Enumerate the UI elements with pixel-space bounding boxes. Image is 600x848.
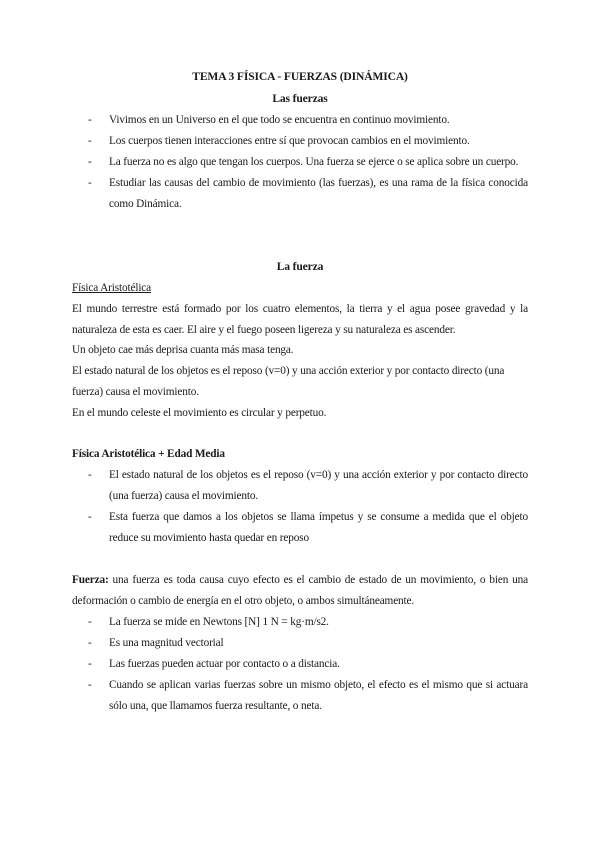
list-item: - Las fuerzas pueden actuar por contacto o a distancia. — [88, 654, 528, 675]
fuerza-definition — [72, 570, 528, 612]
fuerza-properties-list — [88, 612, 528, 717]
las-fuerzas-list — [88, 110, 528, 215]
list-item: - Es una magnitud vectorial — [88, 633, 528, 654]
paragraph: El mundo terrestre está formado por los cuatro elementos, la tierra y el agua posee gravedad y la naturaleza de esta es caer. El aire y el fuego poseen ligereza y su naturaleza es ascender. — [72, 302, 528, 336]
edad-media-list — [88, 465, 528, 549]
list-item: - Esta fuerza que damos a los objetos se llama ímpetus y se consume a medida que el objeto reduce su movimiento hasta quedar en reposo — [88, 507, 528, 549]
list-item: - La fuerza no es algo que tengan los cuerpos. Una fuerza se ejerce o se aplica sobre un cuerpo. — [88, 152, 528, 173]
list-item: - Estudiar las causas del cambio de movimiento (las fuerzas), es una rama de la física conocida como Dinámica. — [88, 173, 528, 215]
paragraph: El estado natural de los objetos es el reposo (v=0) y una acción exterior y por contacto directo (una fuerza) causa el movimiento. — [72, 365, 505, 398]
section-heading-las-fuerzas: Las fuerzas — [272, 92, 328, 105]
definition-term: Fuerza: — [72, 574, 109, 586]
document-title: TEMA 3 FÍSICA - FUERZAS (DINÁMICA) — [192, 70, 408, 83]
list-item: - Los cuerpos tienen interacciones entre sí que provocan cambios en el movimiento. — [88, 131, 528, 152]
list-item: - Cuando se aplican varias fuerzas sobre un mismo objeto, el efecto es el mismo que si actuara sólo una, que llamamos fuerza resultante, o neta. — [88, 675, 528, 717]
list-item: - La fuerza se mide en Newtons [N] 1 N = kg·m/s2. — [88, 612, 528, 633]
section-heading-la-fuerza: La fuerza — [276, 260, 324, 273]
list-item: - Vivimos en un Universo en el que todo se encuentra en continuo movimiento. — [88, 110, 528, 131]
definition-text: una fuerza es toda causa cuyo efecto es el cambio de estado de un movimiento, o bien una deformación o cambio de energía en el otro objeto, o ambos simultáneamente. — [72, 574, 528, 607]
fisica-aristotelica-block — [72, 278, 528, 424]
paragraph: Un objeto cae más deprisa cuanta más masa tenga. — [72, 344, 294, 357]
paragraph: En el mundo celeste el movimiento es circular y perpetuo. — [72, 406, 327, 419]
section-heading-edad-media: Física Aristotélica + Edad Media — [72, 448, 225, 460]
list-item: - El estado natural de los objetos es el reposo (v=0) y una acción exterior y por contacto directo (una fuerza) causa el movimiento. — [88, 465, 528, 507]
subheading-fisica-aristotelica: Física Aristotélica — [72, 282, 152, 294]
